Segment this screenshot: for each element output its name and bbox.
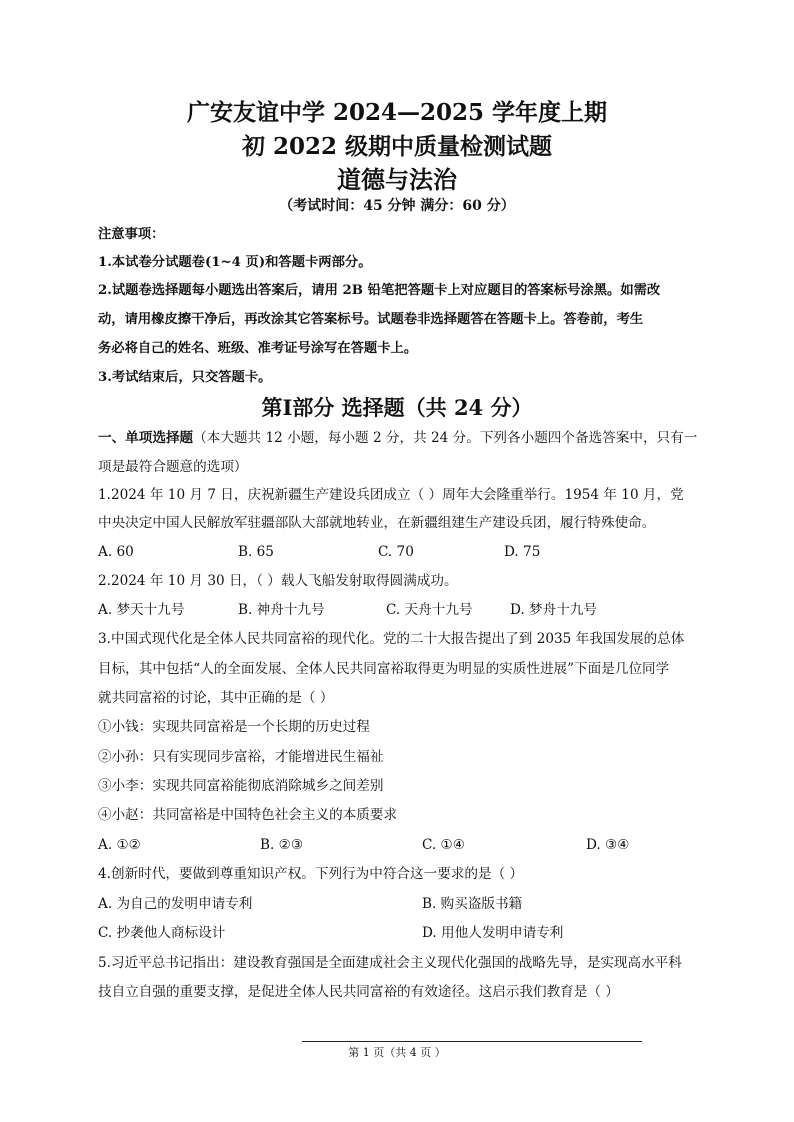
notice-item-1: 1.本试卷分试题卷(1~4 页)和答题卡两部分。 <box>98 255 372 270</box>
question-3-line-2: 目标，其中包括“人的全面发展、全体人民共同富裕取得更为明显的实质性进展”下面是几位同学 <box>98 661 670 677</box>
question-1-option-d: D. 75 <box>504 544 541 560</box>
question-3-statement-4: ④小赵：共同富裕是中国特色社会主义的本质要求 <box>98 807 398 823</box>
notice-heading: 注意事项： <box>98 227 165 242</box>
question-5-line-2: 技自立自强的重要支撑，是促进全体人民共同富裕的有效途径。这启示我们教育是（ ） <box>98 984 619 1000</box>
section-heading <box>98 428 710 448</box>
section-title: 第Ⅰ部分 选择题（共 24 分） <box>261 395 533 420</box>
section-heading-line-2: 项是最符合题意的选项） <box>98 459 248 475</box>
exam-title-grade: 初 2022 级期中质量检测试题 <box>241 133 553 160</box>
question-2-option-b: B. 神舟十九号 <box>238 602 325 618</box>
question-3-line-1: 3.中国式现代化是全体人民共同富裕的现代化。党的二十大报告提出了到 2035 年我国发展的总体 <box>98 631 685 647</box>
question-1-option-a: A. 60 <box>98 544 134 560</box>
section-heading-label: 一、单项选择题 <box>98 430 194 446</box>
question-3-statement-3: ③小李：实现共同富裕能彻底消除城乡之间差别 <box>98 778 384 794</box>
question-2-option-a: A. 梦天十九号 <box>98 602 185 618</box>
notice-item-3: 3.考试结束后，只交答题卡。 <box>98 370 272 385</box>
question-3-option-b: B. ②③ <box>260 837 304 853</box>
question-1-option-c: C. 70 <box>378 544 414 560</box>
question-2-option-c: C. 天舟十九号 <box>386 602 473 618</box>
notice-item-2-line-3: 务必将自己的姓名、班级、准考证号涂写在答题卡上。 <box>98 341 418 356</box>
question-3-option-d: D. ③④ <box>586 837 630 853</box>
question-4-option-b: B. 购买盗版书籍 <box>422 896 523 912</box>
question-1-option-b: B. 65 <box>238 544 274 560</box>
question-4-option-c: C. 抄袭他人商标设计 <box>98 925 226 941</box>
question-4-line-1: 4.创新时代，要做到尊重知识产权。下列行为中符合这一要求的是（ ） <box>98 866 524 882</box>
exam-title-school: 广安友谊中学 2024—2025 学年度上期 <box>186 99 608 126</box>
exam-info: （考试时间：45 分钟 满分：60 分） <box>279 198 515 214</box>
question-3-statement-2: ②小孙：只有实现同步富裕，才能增进民生福祉 <box>98 749 384 765</box>
page-number: 第 1 页（共 4 页 ） <box>348 1046 446 1059</box>
question-4-option-d: D. 用他人发明申请专利 <box>422 925 564 941</box>
question-2-line-1: 2.2024 年 10 月 30 日，（ ）载人飞船发射取得圆满成功。 <box>98 573 458 589</box>
section-heading-text: （本大题共 12 小题，每小题 2 分，共 24 分。下列各小题四个备选答案中，只有一 <box>193 430 698 446</box>
notice-item-2-line-2: 动，请用橡皮擦干净后，再改涂其它答案标号。试题卷非选择题答在答题卡上。答卷前，考生 <box>98 312 644 327</box>
question-2-option-d: D. 梦舟十九号 <box>510 602 598 618</box>
question-3-option-a: A. ①② <box>98 837 141 853</box>
footer-divider <box>302 1041 642 1042</box>
question-3-statement-1: ①小钱：实现共同富裕是一个长期的历史过程 <box>98 719 370 735</box>
question-1-line-2: 中央决定中国人民解放军驻疆部队大部就地转业，在新疆组建生产建设兵团，履行特殊使命。 <box>98 515 656 531</box>
question-4-option-a: A. 为自己的发明申请专利 <box>98 896 253 912</box>
question-1-line-1: 1.2024 年 10 月 7 日，庆祝新疆生产建设兵团成立（ ）周年大会隆重举行。1954 年 10 月，党 <box>98 487 684 503</box>
question-5-line-1: 5.习近平总书记指出：建设教育强国是全面建成社会主义现代化强国的战略先导，是实现高水平科 <box>98 955 682 971</box>
question-3-line-3: 就共同富裕的讨论，其中正确的是（ ） <box>98 690 334 706</box>
question-3-option-c: C. ①④ <box>422 837 465 853</box>
notice-item-2-line-1: 2.试题卷选择题每小题选出答案后，请用 2B 铅笔把答题卡上对应题目的答案标号涂黑。如需改 <box>98 283 661 298</box>
exam-title-subject: 道德与法治 <box>337 165 457 194</box>
